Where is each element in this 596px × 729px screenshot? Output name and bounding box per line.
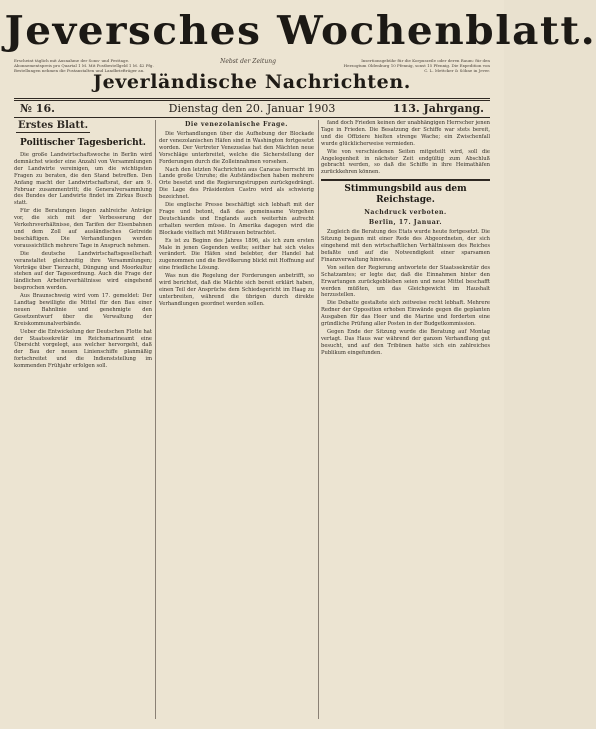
paragraph: Von seiten der Regierung antwortete der Staatssekretär des Schatzamtes; er legte dar, daß die Einnahmen hinter den Erwartungen zurückgeblieben seien und neue Mittel beschafft werden müßten, um das Gleichgewicht im Haushalt herzustellen. <box>321 264 490 299</box>
paragraph: Was nun die Regelung der Forderungen anbetrifft, so wird berichtet, daß die Mächte sich bereit erklärt haben, einen Teil der Ansprüche dem Schiedsgericht im Haag zu unterbreiten, während die übrigen durch direkte Verhandlungen geordnet werden sollen. <box>159 273 314 307</box>
issue-date: Dienstag den 20. Januar 1903 <box>168 102 336 115</box>
issue-year: 113. Jahrgang. <box>392 102 484 115</box>
sheet-label: Erstes Blatt. <box>18 120 89 131</box>
masthead-title: Jeversches Wochenblatt. <box>4 8 596 54</box>
paragraph: Für die Beratungen liegen zahlreiche Anträge vor, die sich mit der Verbesserung der Verkehrsverhältnisse, den Tarifen der Eisenbahnen und dem Zoll auf ausländisches Getreide beschäftigen. Die Verhandlungen werden voraussichtlich mehrere Tage in Anspruch nehmen. <box>14 208 152 249</box>
column-3 <box>321 120 490 723</box>
column-1 <box>14 120 152 723</box>
masthead-subtitle: Jeverländische Nachrichten. <box>92 71 411 93</box>
article-columns <box>14 120 490 723</box>
paragraph: Die englische Presse beschäftigt sich lebhaft mit der Frage und betont, daß das gemeinsame Vorgehen Deutschlands und Englands auch weiterhin aufrecht erhalten werden müsse. In Amerika dagegen wird die Blockade vielfach mit Mißtrauen betrachtet. <box>159 202 314 236</box>
section-rule <box>321 179 490 181</box>
paragraph: Die Debatte gestaltete sich zeitweise recht lebhaft. Mehrere Redner der Opposition erhoben Einwände gegen die geplanten Ausgaben für das Heer und die Marine und forderten eine gründliche Prüfung aller Posten in der Budgetkommission. <box>321 300 490 328</box>
paragraph: Zugleich die Beratung des Etats wurde heute fortgesetzt. Die Sitzung begann mit einer Rede des Abgeordneten, der sich eingehend mit den wirtschaftlichen Verhältnissen des Reiches befaßte und auf die Notwendigkeit einer sparsamen Finanzverwaltung hinwies. <box>321 229 490 263</box>
rule-top-double <box>14 100 490 101</box>
section-subheading: Nachdruck verboten. <box>364 209 447 217</box>
paragraph: Ueber die Entwickelung der Deutschen Flotte hat der Staatssekretär im Reichsmarineamt eine Übersicht vorgelegt, aus welcher hervorgeht, daß der Bau der neuen Linienschiffe planmäßig fortschreitet und die Indienststellung im kommenden Frühjahr erfolgen soll. <box>14 328 152 370</box>
subscription-note: Erscheint täglich mit Ausnahme der Sonn- und Festtage. Abonnementspreis pro Quartal 1 M. Mit Postbestellgeld 1 M. 42 Pfg. Bestellungen nehmen die Postanstalten und Landbriefträger an. <box>14 58 154 73</box>
advertising-note: Insertionsgebühr für die Korpuszeile oder deren Raum: für den Herzogtum Oldenburg 10 Pfennig, sonst 15 Pfennig. Die Expedition von C. L. Mettcker & Söhne in Jever. <box>343 58 490 73</box>
section-heading: Die venezolanische Frage. <box>185 121 288 128</box>
paragraph: Es ist zu Beginn des Jahres 1896, als ich zum ersten Male in jenen Gegenden weilte; seither hat sich vieles verändert. Die Häfen sind belebter, der Handel hat zugenommen und die Bevölkerung blickt mit Hoffnung auf eine friedliche Lösung. <box>159 237 314 272</box>
paragraph: Nach den letzten Nachrichten aus Caracas herrscht im Lande große Unruhe; die Aufständischen haben mehrere Orte besetzt und die Regierungstruppen zurückgedrängt. Die Lage des Präsidenten Castro wird als schwierig bezeichnet. <box>159 166 314 201</box>
paragraph: Gegen Ende der Sitzung wurde die Beratung auf Montag vertagt. Das Haus war während der ganzen Verhandlung gut besucht, und auf den Tribünen hatte sich ein zahlreiches Publikum eingefunden. <box>321 328 490 356</box>
paragraph: Die deutsche Landwirtschaftsgesellschaft veranstaltet gleichzeitig ihre Versammlungen; Vorträge über Tierzucht, Düngung und Moorkultur stehen auf der Tagesordnung. Auch die Frage der ländlichen Arbeiterverhältnisse wird eingehend besprochen werden. <box>14 250 152 292</box>
dateline: Berlin, 17. Januar. <box>368 219 443 227</box>
rule-bottom <box>14 117 490 118</box>
paragraph: Die große Landwirtschaftswoche in Berlin wird demnächst wieder eine Anzahl von Versammlungen der Landwirte vereinigen, um die wichtigsten Fragen zu beraten, die den Stand betreffen. Den Anfang macht der Landwirtschaftsrat, der am 9. Februar zusammentritt; die Generalversammlung des Bundes der Landwirte findet im Zirkus Busch statt. <box>14 152 152 207</box>
paragraph: Die Verhandlungen über die Aufhebung der Blockade der venezolanischen Häfen sind in Washington fortgesetzt worden. Der Vertreter Venezuelas hat den Mächten neue Vorschläge unterbreitet, welche die Sicherstellung der Forderungen durch die Zolleinnahmen vorsehen. <box>159 131 314 165</box>
supplement-note: Nebst der Zeitung <box>220 58 276 65</box>
rule-top <box>14 98 490 99</box>
paragraph: Aus Braunschweig wird vom 17. gemeldet: Der Landtag bewilligte die Mittel für den Bau einer neuen Bahnlinie und genehmigte den Gesetzentwurf über die Verwaltung der Kreiskommunalverbände. <box>14 293 152 327</box>
section-heading: Stimmungsbild aus dem Reichstage. <box>344 184 467 206</box>
issue-number: № 16. <box>20 102 55 115</box>
paragraph: Wie von verschiedenen Seiten mitgeteilt wird, soll die Angelegenheit in nächster Zeit endgültig zum Abschluß gebracht werden, so daß die Schiffe in ihre Heimathäfen zurückkehren können. <box>321 148 490 176</box>
column-2 <box>159 120 314 723</box>
issue-line <box>14 102 490 116</box>
paragraph: fand doch Frieden keinen der unabhängigen Herrscher jenen Tage in Frieden. Die Besatzung der Schiffe war stets bereit, und die Offiziere hielten strenge Wache; ein Zwischenfall wurde glücklicherweise vermieden. <box>321 120 490 147</box>
section-heading: Politischer Tagesbericht. <box>20 138 146 148</box>
